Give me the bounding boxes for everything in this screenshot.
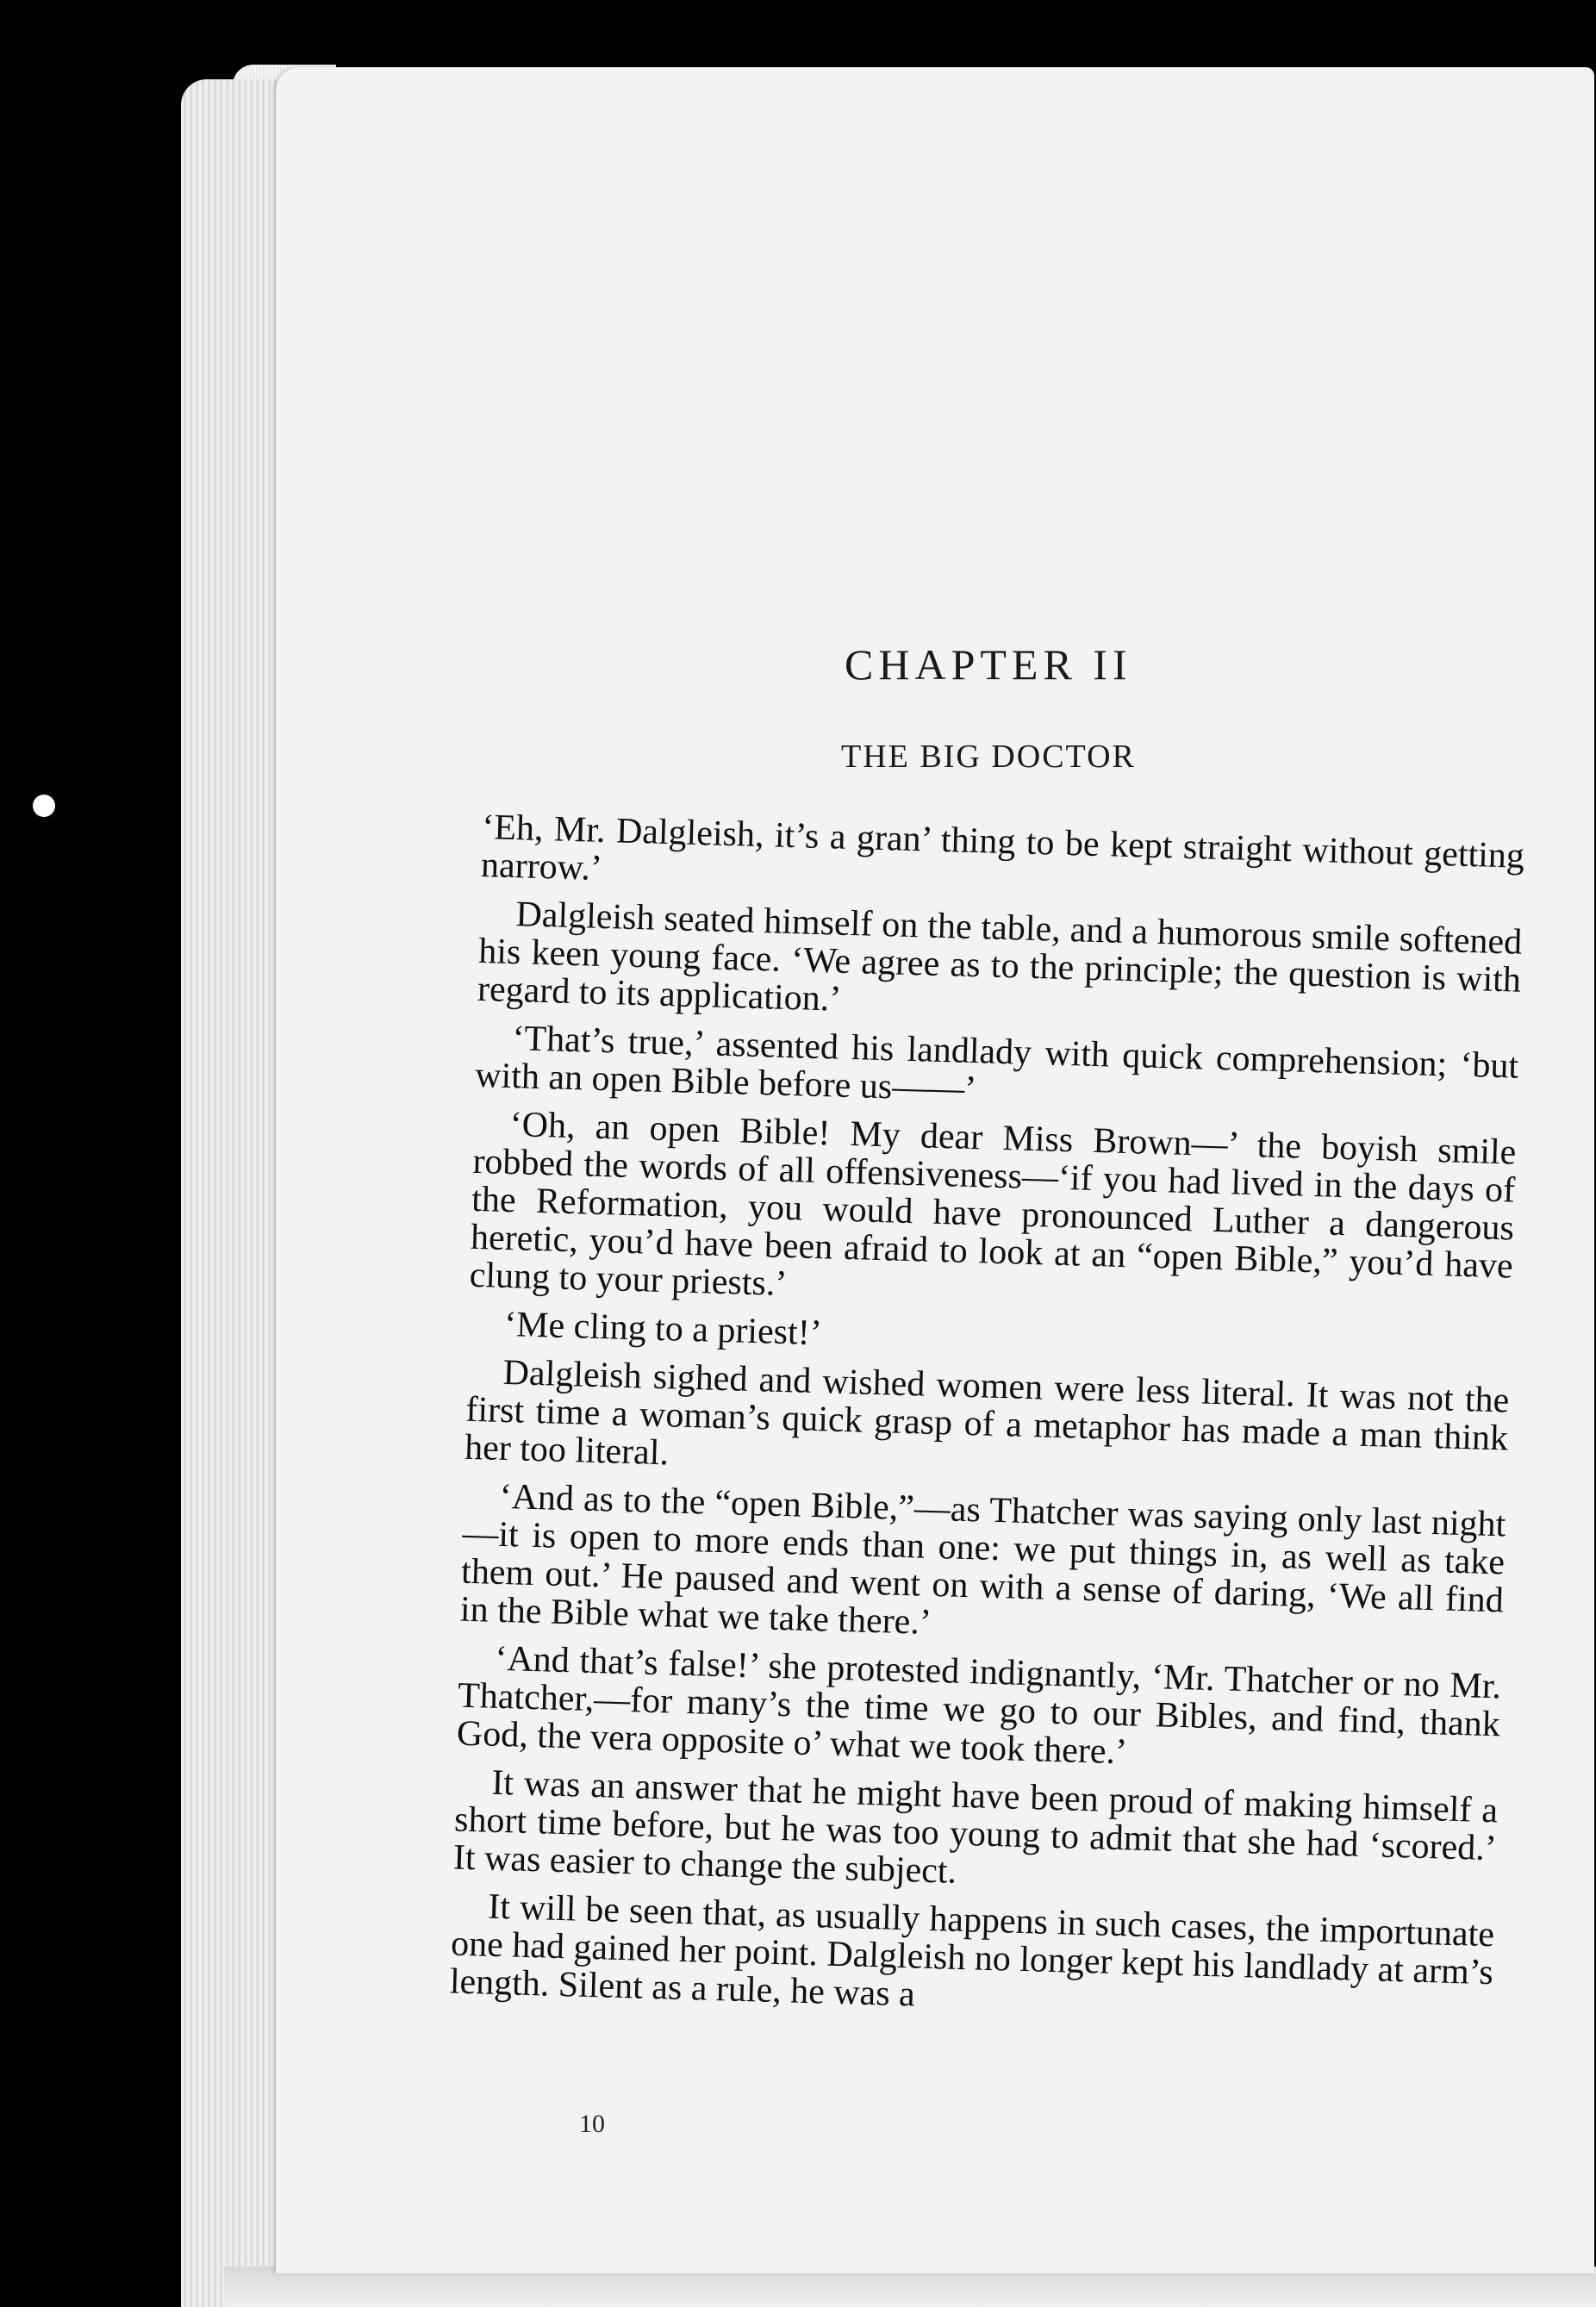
paragraph-5: ‘Me cling to a priest!’ [503, 1304, 823, 1354]
body-text [449, 808, 1525, 2040]
paragraph-8: ‘And that’s false!’ she protested indignantly, ‘Mr. Thatcher or no Mr. Thatcher,—for many’s the time we go to our Bibles, and find, thank God, the vera opposite o’ what we took there.’ [456, 1638, 1502, 1773]
chapter-subtitle: THE BIG DOCTOR [841, 739, 1136, 775]
page-number: 10 [579, 2110, 605, 2138]
paragraph-3: ‘That’s true,’ assented his landlady with quick comprehension; ‘but with an open Bible before us——’ [474, 1019, 1519, 1110]
paragraph-6: Dalgleish sighed and wished women were less literal. It was not the first time a woman’s quick grasp of a metaphor has made a man think her too literal. [464, 1352, 1510, 1474]
chapter-title: CHAPTER II [845, 640, 1132, 689]
paragraph-7: ‘And as to the “open Bible,”—as Thatcher was saying only last night—it is open to more ends than one: we put things in, as well as take them out.’ He paused and went on with a sense of daring, ‘We all find in the Bible what we take there.’ [459, 1476, 1506, 1643]
paragraph-1: ‘Eh, Mr. Dalgleish, it’s a gran’ thing to be kept straight without getting narrow.’ [480, 807, 1525, 889]
punch-hole-mark [33, 795, 55, 817]
paragraph-9: It was an answer that he might have been proud of making himself a short time before, but he was too young to admit that she had ‘scored.’ It was easier to change the subject. [452, 1762, 1499, 1892]
book-page [276, 67, 1594, 2273]
paragraph-4: ‘Oh, an open Bible! My dear Miss Brown—’ the boyish smile robbed the words of all offensiveness—‘if you had lived in the days of the Reformation, you would have pronounced Luther a dangerous heretic, you’d have been afraid to look at an “open Bible,” you’d have clung to your priests.’ [469, 1105, 1517, 1305]
paragraph-2: Dalgleish seated himself on the table, and a humorous smile softened his keen young face. ‘We agree as to the principle; the question is with regard to its application.’ [477, 895, 1523, 1019]
paragraph-10: It will be seen that, as usually happens in such cases, the importunate one had gained her point. Dalgleish no longer kept his landlady at arm’s length. Silent as a rule, he was a [449, 1886, 1495, 2015]
